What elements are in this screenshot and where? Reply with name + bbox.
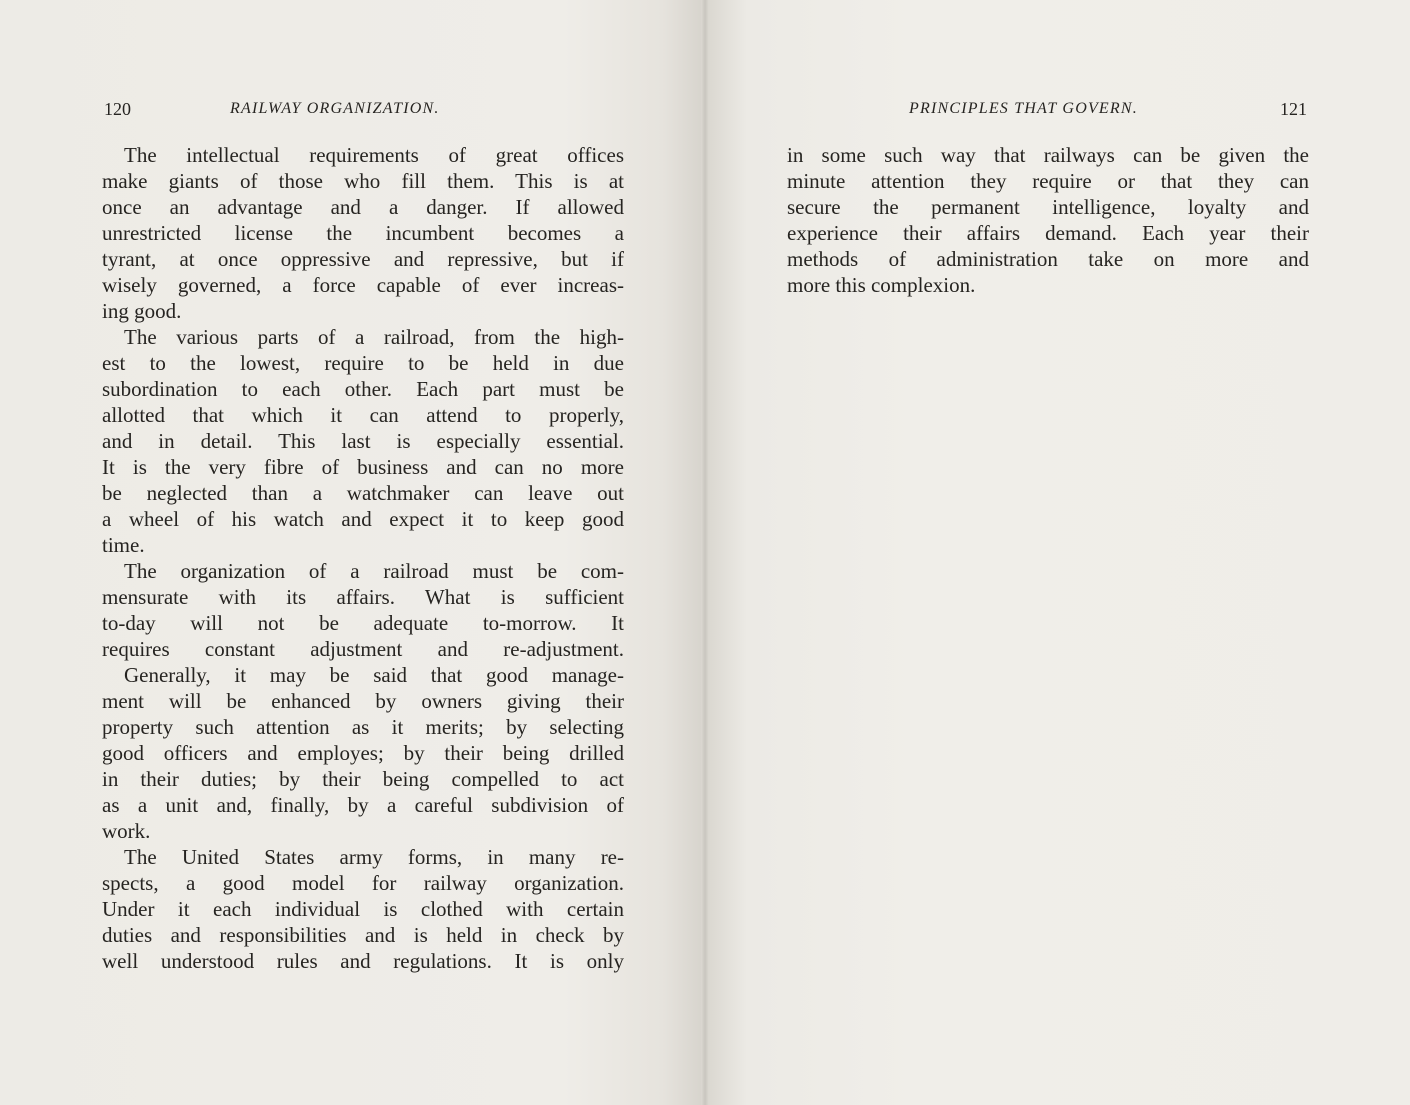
text-line: The various parts of a railroad, from the high- [124, 325, 624, 349]
right-page-header [787, 96, 1309, 122]
text-line: It is the very fibre of business and can no more [102, 455, 624, 479]
text-line: minute attention they require or that they can [787, 169, 1309, 193]
text-line: ing good. [102, 299, 182, 323]
text-line: make giants of those who fill them. This is at [102, 169, 624, 193]
text-line: to-day will not be adequate to-morrow. It [102, 611, 624, 635]
book-gutter [701, 0, 709, 1105]
text-line: a wheel of his watch and expect it to keep good [102, 507, 624, 531]
text-line: Generally, it may be said that good manage- [124, 663, 624, 687]
right-running-head: PRINCIPLES THAT GOVERN. [909, 100, 1138, 117]
text-line: subordination to each other. Each part must be [102, 377, 624, 401]
text-line: as a unit and, finally, by a careful subdivision of [102, 793, 624, 817]
text-line: be neglected than a watchmaker can leave out [102, 481, 624, 505]
text-line: ment will be enhanced by owners giving their [102, 689, 624, 713]
left-page-header [102, 96, 624, 122]
text-line: in some such way that railways can be given the [787, 143, 1309, 167]
text-line: wisely governed, a force capable of ever increas- [102, 273, 624, 297]
text-line: tyrant, at once oppressive and repressive, but if [102, 247, 624, 271]
text-line: more this complexion. [787, 273, 976, 297]
left-running-head: RAILWAY ORGANIZATION. [230, 100, 440, 117]
right-page-body [787, 142, 1309, 298]
text-line: time. [102, 533, 145, 557]
text-line: methods of administration take on more and [787, 247, 1309, 271]
left-page-body [102, 142, 624, 974]
text-line: duties and responsibilities and is held in check by [102, 923, 624, 947]
text-line: allotted that which it can attend to properly, [102, 403, 624, 427]
text-line: and in detail. This last is especially essential. [102, 429, 624, 453]
text-line: secure the permanent intelligence, loyalty and [787, 195, 1309, 219]
text-line: Under it each individual is clothed with certain [102, 897, 624, 921]
left-page-number: 120 [104, 99, 131, 119]
text-line: mensurate with its affairs. What is sufficient [102, 585, 624, 609]
text-line: work. [102, 819, 151, 843]
text-line: requires constant adjustment and re-adjustment. [102, 637, 624, 661]
text-line: est to the lowest, require to be held in due [102, 351, 624, 375]
text-line: The United States army forms, in many re- [124, 845, 624, 869]
text-line: The intellectual requirements of great offices [124, 143, 624, 167]
text-line: in their duties; by their being compelled to act [102, 767, 624, 791]
text-line: once an advantage and a danger. If allowed [102, 195, 624, 219]
right-page-number: 121 [1280, 99, 1307, 119]
right-page [705, 0, 1410, 1105]
text-line: experience their affairs demand. Each year their [787, 221, 1309, 245]
text-line: unrestricted license the incumbent becomes a [102, 221, 624, 245]
text-line: well understood rules and regulations. It is only [102, 949, 624, 973]
text-line: good officers and employes; by their being drilled [102, 741, 624, 765]
text-line: property such attention as it merits; by selecting [102, 715, 624, 739]
text-line: The organization of a railroad must be com- [124, 559, 624, 583]
text-line: spects, a good model for railway organization. [102, 871, 624, 895]
